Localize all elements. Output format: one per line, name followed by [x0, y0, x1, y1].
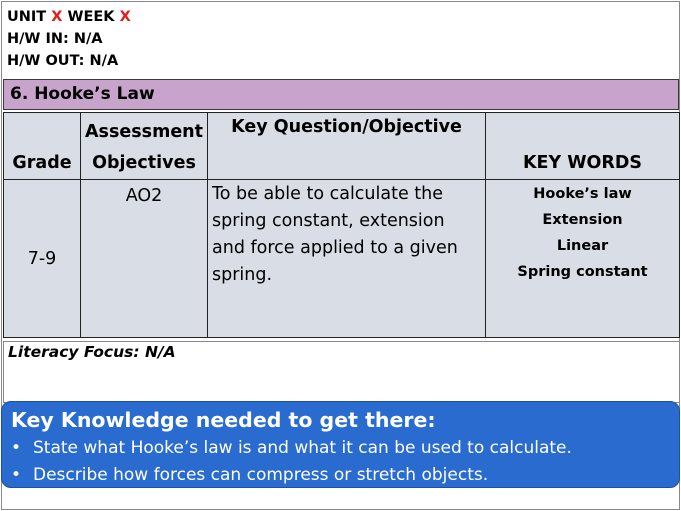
table-row: [4, 180, 680, 338]
week-value: X: [119, 9, 131, 25]
key-word: Extension: [542, 212, 623, 228]
cell-ao: AO2: [81, 180, 208, 338]
list-item: [11, 462, 572, 489]
list-item: [11, 435, 572, 462]
key-word: Linear: [556, 238, 609, 254]
table-header-row: [4, 113, 680, 180]
key-word: Hooke’s law: [533, 186, 632, 202]
bullet-icon: •: [11, 438, 22, 458]
unit-value: X: [51, 9, 63, 25]
unit-week-line: [7, 6, 131, 28]
week-label: WEEK: [62, 9, 120, 25]
header-key-words: KEY WORDS: [486, 113, 680, 180]
bullet-icon: •: [11, 465, 22, 485]
header-key-question: Key Question/Objective: [208, 113, 486, 180]
cell-grade: 7-9: [4, 180, 81, 338]
hw-out-line: H/W OUT: N/A: [7, 53, 119, 69]
list-item-text: State what Hooke’s law is and what it can be used to calculate.: [33, 438, 572, 458]
cell-key-words: [486, 180, 680, 338]
objectives-table: [3, 112, 680, 338]
cell-objective: To be able to calculate the spring constant, extension and force applied to a given spring.: [208, 180, 486, 338]
key-knowledge-list: [11, 435, 572, 489]
lesson-title: 6. Hooke’s Law: [3, 79, 679, 110]
literacy-focus: Literacy Focus: N/A: [3, 341, 680, 403]
header-assessment-objectives: Assessment Objectives: [81, 113, 208, 180]
unit-label: UNIT: [7, 9, 52, 25]
key-word: Spring constant: [517, 264, 648, 280]
list-item-text: Describe how forces can compress or stretch objects.: [33, 465, 489, 485]
key-knowledge-title: Key Knowledge needed to get there:: [11, 408, 436, 432]
hw-in-line: H/W IN: N/A: [7, 31, 103, 47]
key-knowledge-box: [1, 401, 680, 488]
header-info: [7, 6, 131, 72]
header-grade: Grade: [4, 113, 81, 180]
